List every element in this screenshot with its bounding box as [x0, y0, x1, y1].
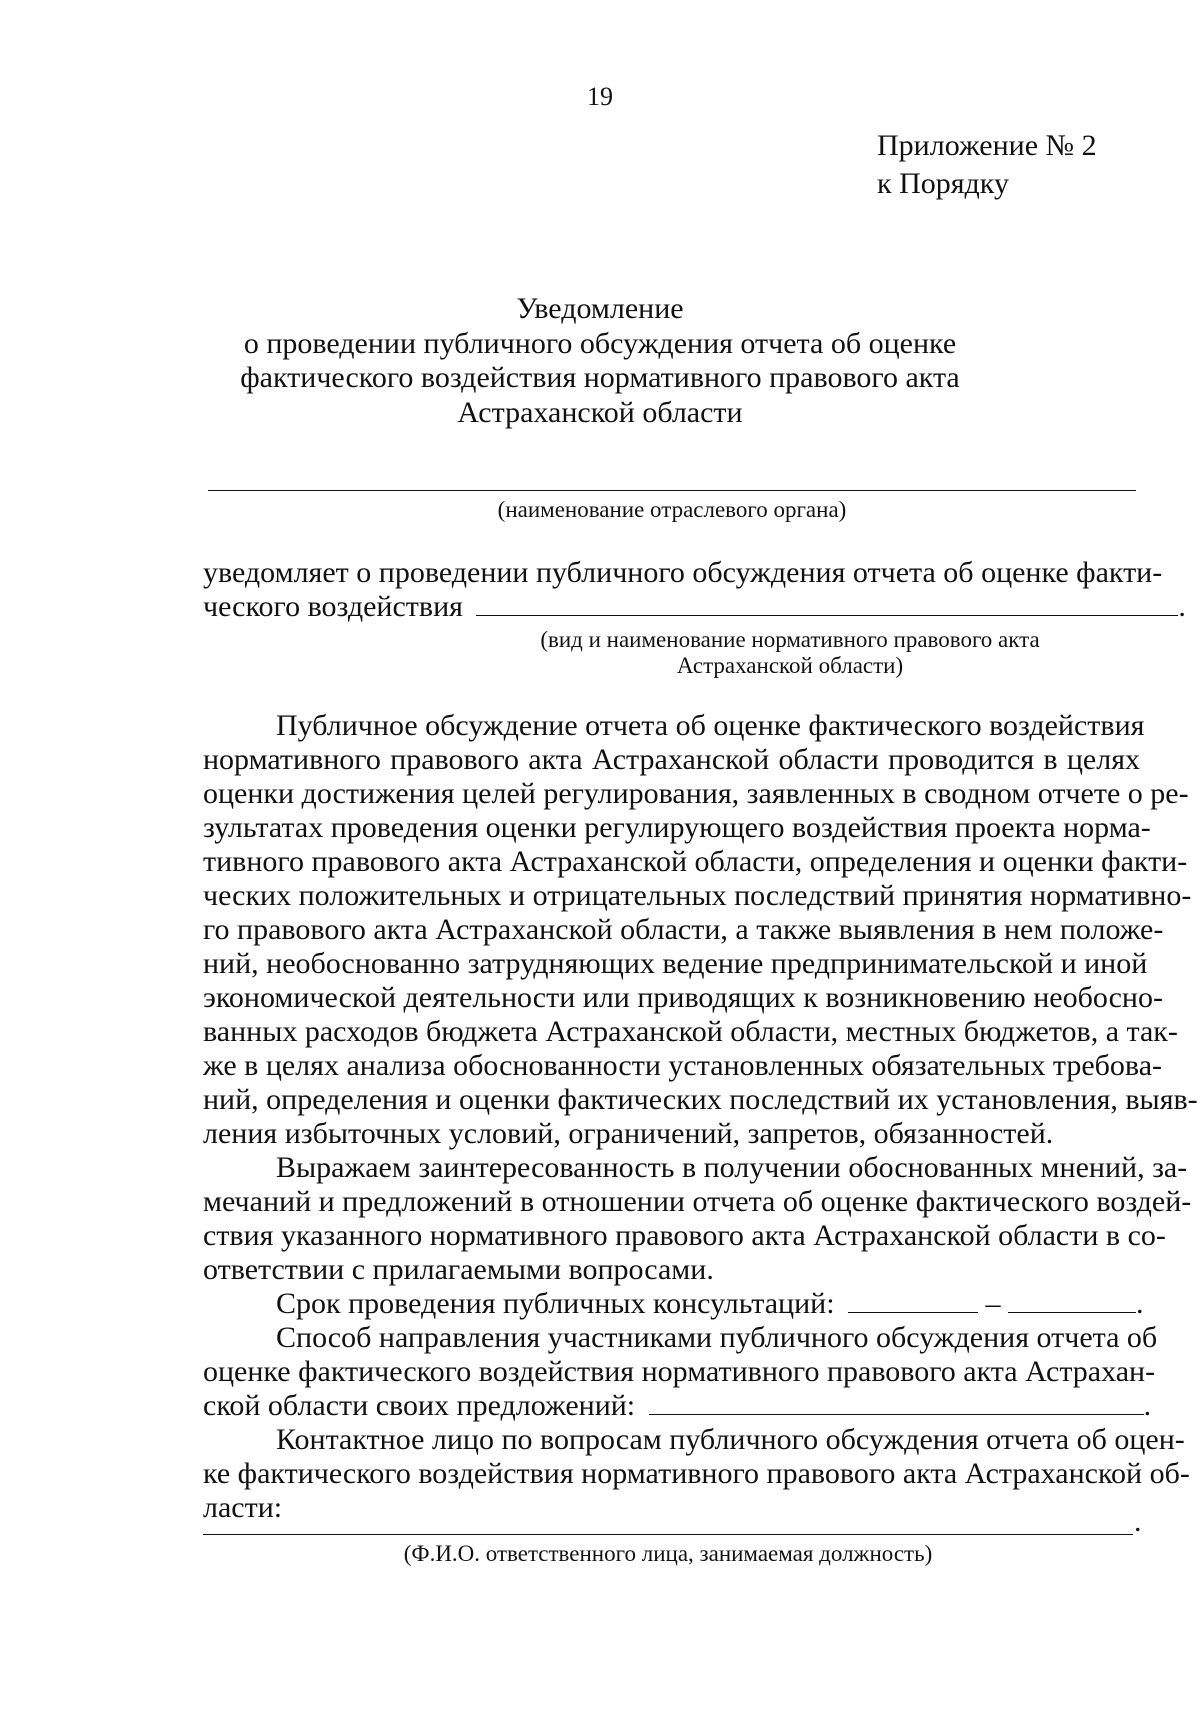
paragraph-1-line: же в целях анализа обоснованности установленных обязательных требова- — [203, 1049, 1163, 1082]
paragraph-1-line: тивного правового акта Астраханской области, определения и оценки факти- — [203, 845, 1188, 878]
paragraph-1-line: ний, необоснованно затрудняющих ведение предпринимательской и иной — [203, 947, 1148, 980]
paragraph-2-line: ствия указанного нормативного правового акта Астраханской области в со- — [203, 1219, 1166, 1252]
paragraph-1-line: оценки достижения целей регулирования, заявленных в сводном отчете о ре- — [203, 777, 1189, 810]
act-name-caption-1: (вид и наименование нормативного правового акта — [540, 627, 1040, 652]
period-end: . — [1136, 1287, 1144, 1320]
notify-line-2-end: . — [1178, 590, 1186, 623]
notify-line-1: уведомляет о проведении публичного обсуждения отчета об оценке факти- — [203, 556, 1163, 589]
contact-person-caption: (Ф.И.О. ответственного лица, занимаемая должность) — [403, 1541, 933, 1566]
title-line-4: Астраханской области — [457, 395, 743, 429]
consultation-period — [276, 1287, 1144, 1321]
notify-line-2-text: ческого воздействия — [203, 590, 463, 623]
paragraph-3-line-1: Способ направления участниками публичного обсуждения отчета об — [276, 1321, 1158, 1354]
paragraph-1-line: зультатах проведения оценки регулирующего воздействия проекта норма- — [203, 811, 1151, 844]
document-title — [0, 292, 1200, 430]
page-number: 19 — [587, 82, 613, 111]
title-line-1: Уведомление — [516, 292, 684, 325]
title-line-3: фактического воздействия нормативного правового акта — [240, 361, 960, 394]
period-start-blank — [848, 1288, 978, 1313]
paragraph-3-line-2: оценке фактического воздействия нормативного правового акта Астрахан- — [203, 1355, 1156, 1388]
act-name-blank — [476, 591, 1178, 616]
paragraph-1-line: ванных расходов бюджета Астраханской области, местных бюджетов, а так- — [203, 1015, 1178, 1048]
paragraph-3-line-3 — [203, 1389, 1152, 1423]
contact-person-end: . — [1134, 1505, 1142, 1538]
paragraph-1-line: ний, определения и оценки фактических последствий их установления, выяв- — [203, 1083, 1198, 1116]
contact-person-blank — [203, 1534, 1133, 1535]
paragraph-2-line: ответствии с прилагаемыми вопросами. — [203, 1253, 714, 1286]
act-name-caption-2: Астраханской области) — [676, 653, 904, 678]
period-dash: – — [985, 1287, 1001, 1320]
paragraph-1-line: ческих положительных и отрицательных последствий принятия нормативно- — [203, 879, 1192, 912]
organ-name-blank — [208, 490, 1136, 491]
paragraph-4-line-1: Контактное лицо по вопросам публичного обсуждения отчета об оцен- — [276, 1423, 1185, 1456]
paragraph-2-line: Выражаем заинтересованность в получении обоснованных мнений, за- — [276, 1151, 1188, 1184]
paragraph-1-line: го правового акта Астраханской области, а также выявления в нем положе- — [203, 913, 1164, 946]
notify-line-2 — [203, 590, 1186, 624]
appendix-reference — [877, 127, 1097, 203]
appendix-line-2: к Порядку — [877, 167, 1009, 200]
paragraph-2-line: мечаний и предложений в отношении отчета об оценке фактического воздей- — [203, 1185, 1192, 1218]
paragraph-4-line-2: ке фактического воздействия нормативного правового акта Астраханской об- — [203, 1457, 1190, 1490]
period-end-blank — [1008, 1288, 1136, 1313]
proposal-method-label: ской области своих предложений: — [203, 1389, 636, 1422]
consultation-period-label: Срок проведения публичных консультаций: — [276, 1287, 835, 1320]
proposal-method-end: . — [1143, 1389, 1152, 1422]
paragraph-1-line: Публичное обсуждение отчета об оценке фактического воздействия — [276, 709, 1145, 742]
organ-name-caption: (наименование отраслевого органа) — [497, 497, 847, 522]
paragraph-1-line: ления избыточных условий, ограничений, запретов, обязанностей. — [203, 1117, 1054, 1150]
appendix-line-1: Приложение № 2 — [877, 129, 1097, 162]
proposal-method-blank — [649, 1390, 1144, 1415]
title-line-2: о проведении публичного обсуждения отчета об оценке — [243, 326, 957, 360]
paragraph-1-line: экономической деятельности или приводящих к возникновению необосно- — [203, 981, 1163, 1014]
paragraph-1-line: нормативного правового акта Астраханской области проводится в целях — [203, 743, 1140, 776]
paragraph-4-line-3: ласти: — [203, 1491, 283, 1524]
